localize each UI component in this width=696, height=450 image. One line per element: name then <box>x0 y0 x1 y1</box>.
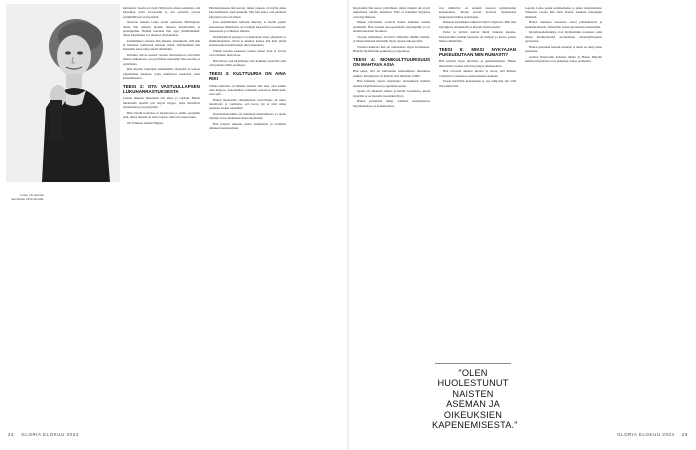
paragraph: Hänen perintönsä näkyy edelleen suomalaisessa kirjallisuudessa ja keskustelussa. <box>353 99 430 108</box>
paragraph: Kustannusmaailma oli kuitenkin muuttumassa, ja uudet toimijat toivat mukanaan uusia käytäntöjä. <box>209 112 286 121</box>
page-gutter <box>347 0 349 450</box>
paragraph: Kriitikot ottivat teokset vastaan ristiriitaisesti. Osa ihaili hänen rohkeuttaan, osa piti hänen tekstejään liian suorina ja poliittisina. <box>123 53 200 66</box>
paragraph: Kun ensimmäinen romaani ilmestyi, se herätti paljon keskustelua lehdistössä. Arvostelijat kirjoittivat sen kielestä, rakenteesta ja rohkeista aiheista. <box>209 20 286 33</box>
paragraph: Matkat ulkomaille avasivat hänen silmänsä uusille ajatuksille. Hän tutustui eurooppalaisiin kirjailijoihin ja toi heidän ideoitaan Suomeen. <box>353 20 430 33</box>
paragraph: Esseet herättivät keskustelua ja osa lukijoista piti niitä liian kärkevinä. <box>439 79 516 88</box>
paragraph: Hänen teoksiaan luetaan edelleen ja niistä on tehty uusia painoksia. <box>525 44 602 53</box>
photo-caption: Leino oli suoraan kuvattuna 1950-luvulla. <box>11 193 44 202</box>
paragraph: Hänen mielestään yhteiskunnan velvollisuus oli tukea taiteilijoita ja varmistaa, että luova työ ei jäisi rahan puutteen vuoksi tekemättä. <box>209 97 286 111</box>
paragraph: Hän kirjoitti myös muodista ja pukeutumisesta. Hänen mielestään vaatteet kertoivat paljon aikakaudesta. <box>439 59 516 68</box>
paragraph: Ensimmäiset runonsa hän julkaisi salanimellä, sillä hän ei halunnut perheensä tietävän niistä. Myöhemmin hän kuitenkin astui esiin omalla nimellään. <box>123 38 200 52</box>
section-heading: TEESI 5: MIKSI NYKYAJAN PUKEUDUTAAN NIIN RUMASTI? <box>439 47 516 58</box>
text-column-2 <box>209 6 286 421</box>
section-heading: TEESI 3: KULTTUURIA ON AINA RIKI <box>209 71 286 82</box>
footer-right <box>617 432 688 437</box>
paragraph: Ranskan kirjallisuus kiinnosti häntä erityisesti. Hän luki kirjailijoita alkukielellä ja kirjoitti heistä esseitä. <box>439 20 516 29</box>
paragraph: Hän kirjoitti aiheesta useita artikkeleita ja osallistui julkiseen keskusteluun. <box>209 122 286 131</box>
pull-quote-rule <box>435 363 511 364</box>
paragraph: Kirjallisuudentutkijat ovat myöhemmin nostaneet esiin hänen merkityksensä suomalaisen naiskirjallisuuden pioneerina. <box>525 30 602 43</box>
paragraph: Teosten käännökset levisivät vähitellen muihin maihin, ja hänen nimensä tunnettiin myös rajojen ulkopuolella. <box>353 34 430 43</box>
paragraph: Päiväkirjoissaan hän kuvasi, miten vaikeaa oli löytää aikaa kirjoittamiselle arjen keskellä. Silti hän uskoi, että jokainen kirjoitettu sivu oli tärkeä. <box>209 6 286 19</box>
paragraph: von vähittelyä on etenkin nuorten kirjailijoiden keskuudessa. Monet heistä kertovat löytäneensä inspiraatiota hänen teoksistaan. <box>439 6 516 19</box>
paragraph: Oli Tammen Aamua Hippua. <box>127 120 164 125</box>
paragraph: Audrey Hepburnin kaltaiset tähdet ja Hanna Mikolin kaltaiset kirjoittajat ovat jatkaneet samaa perinnettä. <box>525 54 602 63</box>
pull-quote: "OLEN HUOLESTUNUT NAISTEN ASEMAN JA OIKEUKSIEN KAPENEMISESTA." <box>432 368 518 431</box>
portrait-photo <box>6 4 120 182</box>
paragraph: Hän arvosteli aikansa muotia ja toivoi, että ihmiset valitsisivat vaatteensa oman makunsa mukaan. <box>439 69 516 78</box>
paragraph: Lopulta Leino palasi kotimaahansa ja jatkoi kirjoittamista. Viimeiset vuodet hän vietti maalla, kaukana kaupungin hälinästä. <box>525 6 602 19</box>
page-number-left: 24 <box>8 432 15 437</box>
section-heading: TEESI 2: OTA VASTUULLAPSEN LUKUHARRASTUKSESTA <box>123 84 200 95</box>
footer-left-text: GLORIA ELOKUU 2024 <box>21 432 79 437</box>
paragraph: Vaikka kulttuuri oli hänelle tärkeää, hän tiesi, ettei kaikki ollut helppoa. Taloudelliset vaikeudet seurasivat häntä koko uran ajan. <box>209 83 286 97</box>
paragraph: Hän halusi, että kirjallisuus olisi kaikkien saatavilla eikä vain pienen eliitin etuoikeus. <box>209 58 286 67</box>
text-column-4 <box>439 6 516 356</box>
footer-left <box>8 432 79 437</box>
paragraph: Kirjeissään hän kertoi ystävilleen, miten tärkeää oli pysyä uskollisena omalle äänelleen. Hän ei halunnut kirjoittaa vain myydäkseen. <box>353 6 430 19</box>
paragraph: kulttuurin. Suomi oli vielä 1900-luvun alussa sellainen, että kirjailijan työtä arvostettiin ja sen sanottiin olevan pohjimmiltaan sivistystyötä. <box>123 6 200 19</box>
paragraph: Ajatus oli aikanaan rohkea ja herätti vastustusta, mutta nykyään se on monelle itsestäänselvyys. <box>353 89 430 98</box>
text-column-5 <box>525 6 602 421</box>
page-number-right: 25 <box>681 432 688 437</box>
paragraph: Hänen viimeiset teoksensa olivat pohdiskelevia ja henkilökohtaisia. Niissä hän palasi nuoruutensa muistoihin. <box>525 20 602 29</box>
paragraph: Tämän kauden keskeiset teokset kuten Satu ja Toveri ovat edelleen luettavissa. <box>209 48 286 57</box>
paragraph: Nuorena naisena Leino aloitti opintonsa Helsingissä, missä hän tutustui moniin aikansa kirjailijoihin ja ajattelijoihin. Heidän kauttaan hän oppi ymmärtämään, miten kirjallisuus voi muuttaa yhteiskuntaa. <box>123 20 200 37</box>
footer-right-text: GLORIA ELOKUU 2024 <box>617 432 675 437</box>
text-column-1 <box>123 6 200 421</box>
paragraph: Hän kannusti nuoria kirjoittajia tutustumaan muiden maiden kirjallisuuteen ja oppimaan kieliä. <box>353 79 430 88</box>
portrait-illustration <box>6 4 120 182</box>
text-column-3 <box>353 6 430 421</box>
paragraph: Hän uskoi, että eri kulttuurien kohtaaminen rikastuttaa kaikkia. Kirjallisuus oli hänelle silta ihmisten välillä. <box>353 69 430 78</box>
paragraph: Vuosien kuluessa hän sai tunnustusta myös kotimaassa. Hänelle myönnettiin palkintoja ja apurahoja. <box>353 44 430 53</box>
section-heading: TEESI 4: MONIKULTTUURISUUS ON MAHTAVA ASIA <box>353 57 430 68</box>
paragraph: Hän vieraili kouluissa ja kirjastoissa ja puhui opettajille siitä, miten tärkeää on antaa lapsen valita itse luettavansa. <box>123 110 200 119</box>
paragraph: Hän kirjoitti kuitenkin sinnikkäästi eteenpäin ja kokosi ympärilleen lukijoita, jotka tunnistivat teksteistä omat kokemuksensa. <box>123 67 200 80</box>
paragraph: Perhe ja ystävät tukivat häntä vaikeina aikoina. Kirjeenvaihto heidän kanssaan on säilynyt ja kertoo paljon hänen elämästään. <box>439 30 516 43</box>
paragraph: Kirjailijaliiton jäsenyys toi mukanaan uusia yhteyksiä ja mahdollisuuksia. Olvin ja muiden kanssa hän kävi pitkiä keskusteluja kirjallisuuden tulevaisuudesta. <box>209 34 286 47</box>
paragraph: Leinon mukaan lukemisen tuli alkaa jo varhain. Hänen mielestään lapsille piti tarjota kirjoja, jotka herättävät uteliaisuutta ja kysymyksiä. <box>123 96 200 109</box>
